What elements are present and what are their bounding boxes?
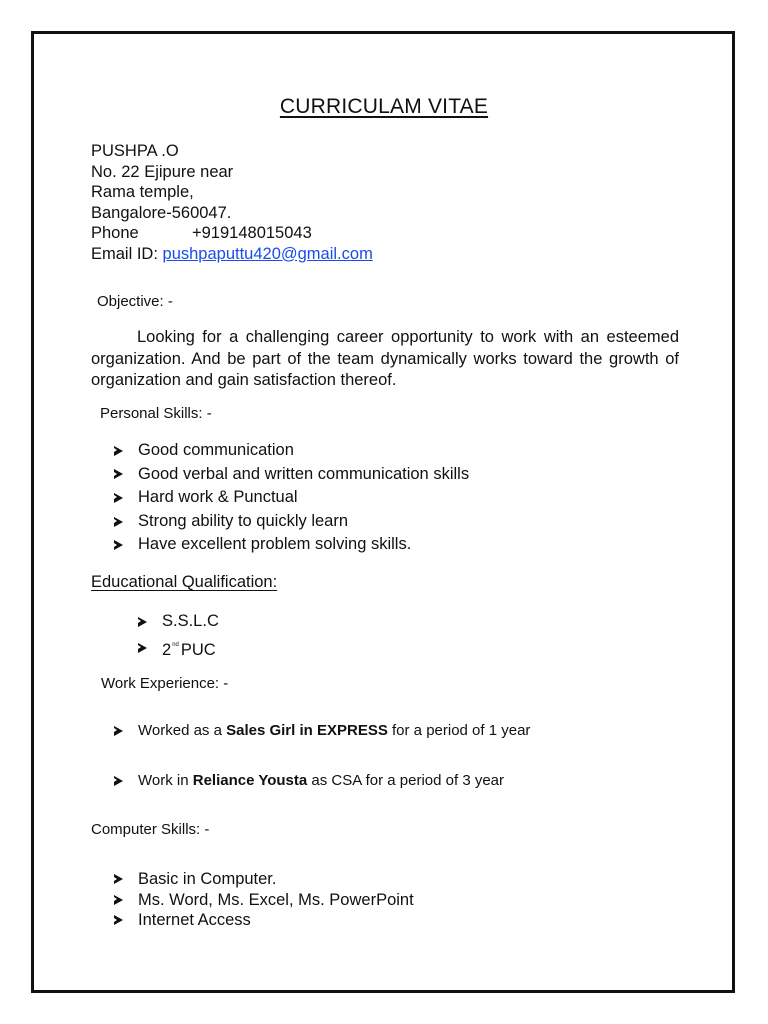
arrow-bullet-icon [114,469,123,479]
education-text: 2 [162,640,172,659]
objective-heading: Objective: - [97,293,173,310]
computer-skill-text: Internet Access [138,911,251,929]
list-item [114,772,504,789]
skill-text: Good communication [138,441,294,459]
skill-text: Strong ability to quickly learn [138,511,349,530]
email-line [91,244,373,265]
arrow-bullet-icon [114,517,123,527]
arrow-bullet-icon [138,617,147,627]
contact-block [91,141,373,264]
skill-text: Good verbal and written communication skills [138,464,470,483]
computer-skills-list [114,869,414,931]
list-item [114,510,469,534]
work-text: for a period of 1 year [387,722,531,739]
email-label: Email ID: [91,244,163,263]
list-item [114,890,414,911]
arrow-bullet-icon [138,643,147,653]
arrow-bullet-icon [114,726,123,736]
work-text: Worked as a [138,722,227,739]
arrow-bullet-icon [114,915,123,925]
email-link[interactable]: pushpaputtu420@gmail.com [162,244,373,263]
education-heading: Educational Qualification: [91,573,278,591]
work-text: Work in [138,772,193,789]
computer-skills-heading: Computer Skills: - [91,821,210,838]
list-item [114,463,469,487]
arrow-bullet-icon [114,874,123,884]
address-line-3: Bangalore-560047. [91,203,232,222]
work-highlight: Sales Girl in EXPRESS [226,722,388,739]
work-experience-list [114,722,530,739]
arrow-bullet-icon [114,776,123,786]
education-text: S.S.L.C [162,612,219,630]
ordinal-suffix: nd [172,641,179,648]
list-item [114,486,469,510]
phone-label: Phone [91,224,139,242]
address-line-1: No. 22 Ejipure near [91,162,234,181]
work-text: as CSA for a period of 3 year [307,772,505,789]
list-item [138,634,219,663]
arrow-bullet-icon [114,446,123,456]
personal-skills-list [114,439,469,557]
applicant-name: PUSHPA .O [91,142,179,160]
skill-text: Hard work & Punctual [138,488,298,507]
skill-text: Have excellent problem solving skills. [138,535,412,554]
arrow-bullet-icon [114,895,123,905]
list-item [114,722,530,739]
work-highlight: Reliance Yousta [192,772,308,789]
phone-line [91,223,373,244]
work-experience-list-2 [114,772,504,789]
phone-value: +919148015043 [192,224,312,242]
document-title: CURRICULAM VITAE [279,95,489,118]
computer-skill-text: Ms. Word, Ms. Excel, Ms. PowerPoint [138,890,414,909]
arrow-bullet-icon [114,493,123,503]
list-item [114,439,469,463]
list-item [114,533,469,557]
list-item [114,910,414,931]
arrow-bullet-icon [114,540,123,550]
education-list [138,610,219,662]
objective-text: Looking for a challenging career opportunity to work with an esteemed organization. And be part of the team dynamically works toward the growth of organization and gain satisfaction thereof. [91,328,679,389]
work-experience-heading: Work Experience: - [101,675,229,692]
education-text: PUC [180,640,216,659]
list-item [138,610,219,634]
list-item [114,869,414,890]
personal-skills-heading: Personal Skills: - [100,405,212,422]
address-line-2: Rama temple, [91,183,194,201]
computer-skill-text: Basic in Computer. [138,870,277,888]
